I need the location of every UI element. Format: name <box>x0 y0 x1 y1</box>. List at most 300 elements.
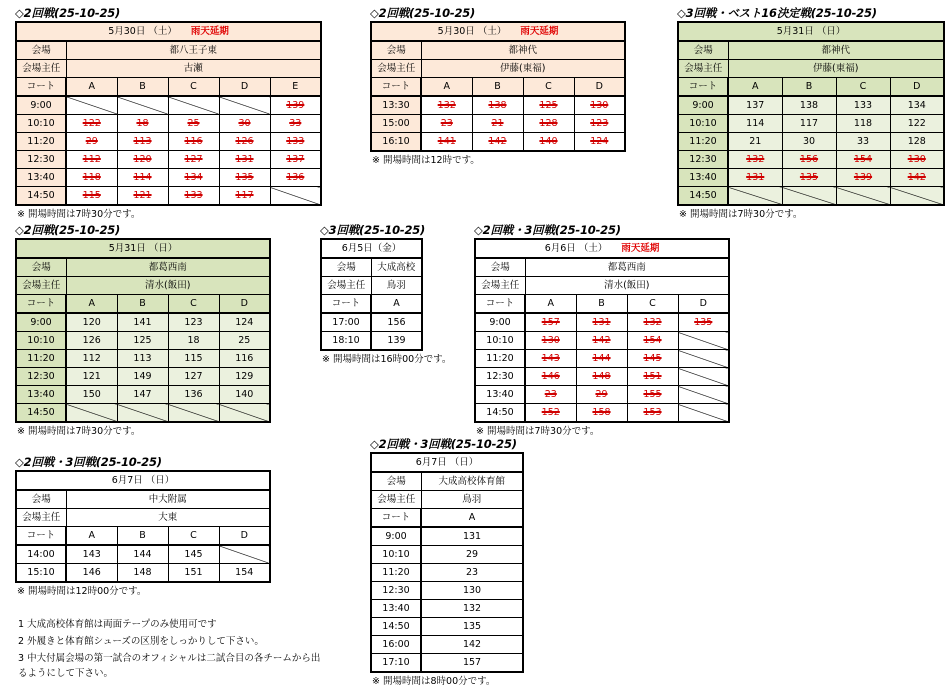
match-number-text: 146 <box>82 567 101 578</box>
venue-row <box>475 258 729 277</box>
venue-name: 都八王子東 <box>66 41 321 60</box>
opening-time-note: ※ 開場時間は7時30分です。 <box>17 209 141 220</box>
empty-slot <box>66 404 117 423</box>
match-time: 10:10 <box>678 115 728 133</box>
schedule-block <box>370 437 524 687</box>
empty-slot <box>678 386 729 404</box>
match-time: 13:40 <box>16 169 66 187</box>
match-number <box>168 564 219 583</box>
match-row <box>371 527 523 546</box>
court-header-row <box>16 295 270 314</box>
venue-name: 都葛西南 <box>525 258 729 277</box>
empty-slot <box>219 404 270 423</box>
match-number <box>836 133 890 151</box>
match-number-text: 121 <box>82 371 101 382</box>
schedule-block <box>15 223 271 437</box>
match-number-text: 141 <box>437 136 456 147</box>
match-number <box>574 96 625 115</box>
match-number <box>117 133 168 151</box>
match-time: 17:10 <box>371 654 421 673</box>
match-number-text: 122 <box>82 118 101 129</box>
match-number <box>627 404 678 423</box>
match-row <box>678 115 944 133</box>
match-number-text: 133 <box>286 136 305 147</box>
venue-row <box>371 472 523 491</box>
chief-label: 会場主任 <box>371 491 421 509</box>
match-number <box>627 386 678 404</box>
match-time: 13:40 <box>371 600 421 618</box>
match-number <box>421 133 472 152</box>
match-number-text: 134 <box>184 172 203 183</box>
match-row <box>678 187 944 206</box>
match-date: 6月7日 （日） <box>415 457 479 468</box>
match-number-text: 144 <box>592 353 611 364</box>
match-number <box>421 654 523 673</box>
court-label: コート <box>16 295 66 314</box>
venue-label: 会場 <box>321 258 371 277</box>
match-number <box>168 386 219 404</box>
match-time: 11:20 <box>16 350 66 368</box>
match-row <box>475 404 729 423</box>
empty-slot <box>678 404 729 423</box>
match-time: 16:00 <box>371 636 421 654</box>
match-number <box>421 564 523 582</box>
chief-name: 大東 <box>66 509 270 527</box>
match-row <box>371 618 523 636</box>
match-row <box>678 96 944 115</box>
venue-name: 都葛西南 <box>66 258 270 277</box>
date-cell <box>321 239 422 258</box>
date-cell <box>16 239 270 258</box>
match-number <box>117 368 168 386</box>
match-number-text: 130 <box>462 585 482 596</box>
empty-slot <box>219 545 270 564</box>
match-time: 13:30 <box>371 96 421 115</box>
match-number-text: 114 <box>133 172 152 183</box>
match-number-text: 152 <box>541 407 560 418</box>
match-number-text: 116 <box>235 353 254 364</box>
match-number-text: 132 <box>643 317 662 328</box>
court-name: B <box>782 78 836 97</box>
date-row <box>16 22 321 41</box>
match-number <box>117 332 168 350</box>
venue-label: 会場 <box>678 41 728 60</box>
court-header-row <box>371 78 625 97</box>
match-number <box>168 115 219 133</box>
match-row <box>16 313 270 332</box>
empty-slot <box>117 404 168 423</box>
chief-name: 古瀬 <box>66 60 321 78</box>
opening-time-note: ※ 開場時間は7時30分です。 <box>476 426 600 437</box>
match-number-text: 130 <box>541 335 560 346</box>
match-row <box>678 133 944 151</box>
match-time: 17:00 <box>321 313 371 332</box>
court-header-row <box>371 509 523 528</box>
match-time: 9:00 <box>371 527 421 546</box>
match-number <box>782 169 836 187</box>
match-number <box>371 332 422 351</box>
schedule-table <box>474 238 730 423</box>
match-row <box>371 654 523 673</box>
court-header-row <box>16 78 321 97</box>
match-number-text: 25 <box>238 335 251 346</box>
chief-name: 伊藤(東福) <box>728 60 944 78</box>
match-number-text: 115 <box>184 353 203 364</box>
match-time: 14:50 <box>678 187 728 206</box>
match-date: 6月5日（金） <box>341 243 402 254</box>
match-number <box>576 332 627 350</box>
match-time: 9:00 <box>475 313 525 332</box>
venue-label: 会場 <box>371 41 421 60</box>
date-row <box>321 239 422 258</box>
match-number <box>168 368 219 386</box>
schedule-table <box>15 470 271 583</box>
match-number <box>576 350 627 368</box>
match-number <box>525 368 576 386</box>
court-name: A <box>421 78 472 97</box>
match-number-text: 154 <box>853 154 873 165</box>
match-number-text: 116 <box>184 136 203 147</box>
match-row <box>16 187 321 206</box>
court-label: コート <box>16 78 66 97</box>
match-number-text: 118 <box>82 172 101 183</box>
match-number-text: 125 <box>539 100 558 111</box>
court-name: B <box>117 78 168 97</box>
match-number-text: 23 <box>440 118 453 129</box>
match-number-text: 131 <box>462 531 482 542</box>
match-number <box>627 332 678 350</box>
match-time: 14:50 <box>371 618 421 636</box>
match-date: 6月7日 （日） <box>111 475 175 486</box>
match-number <box>836 169 890 187</box>
match-number <box>421 96 472 115</box>
match-number-text: 21 <box>749 136 762 147</box>
match-row <box>371 582 523 600</box>
match-number-text: 30 <box>238 118 251 129</box>
match-row <box>371 600 523 618</box>
match-row <box>16 169 321 187</box>
match-time: 10:10 <box>371 546 421 564</box>
match-number <box>117 564 168 583</box>
match-number <box>421 582 523 600</box>
empty-slot <box>890 187 944 206</box>
empty-slot <box>678 368 729 386</box>
date-row <box>371 453 523 472</box>
match-number-text: 128 <box>539 118 558 129</box>
match-number-text: 157 <box>541 317 560 328</box>
date-row <box>371 22 625 41</box>
match-number-text: 127 <box>184 371 203 382</box>
match-row <box>475 386 729 404</box>
match-number <box>576 313 627 332</box>
court-name: C <box>523 78 574 97</box>
match-number <box>525 332 576 350</box>
venue-row <box>678 41 944 60</box>
chief-label: 会場主任 <box>321 277 371 295</box>
match-number <box>270 96 321 115</box>
court-label: コート <box>371 78 421 97</box>
match-time: 12:30 <box>475 368 525 386</box>
match-number <box>525 404 576 423</box>
match-number <box>576 386 627 404</box>
match-number-text: 155 <box>643 389 662 400</box>
match-row <box>321 313 422 332</box>
match-row <box>16 96 321 115</box>
match-row <box>16 368 270 386</box>
match-number-text: 112 <box>82 353 101 364</box>
match-number <box>219 133 270 151</box>
match-number-text: 143 <box>541 353 560 364</box>
match-row <box>371 546 523 564</box>
match-time: 11:20 <box>16 133 66 151</box>
empty-slot <box>728 187 782 206</box>
chief-row <box>16 60 321 78</box>
schedule-title: ◇2回戦・3回戦(25-10-25) <box>370 437 517 451</box>
date-row <box>16 471 270 490</box>
match-number <box>782 96 836 115</box>
match-row <box>678 151 944 169</box>
match-number <box>66 187 117 206</box>
match-number-text: 139 <box>286 100 305 111</box>
court-name: A <box>66 527 117 546</box>
match-time: 11:20 <box>475 350 525 368</box>
match-number <box>421 527 523 546</box>
match-time: 14:50 <box>16 187 66 206</box>
match-row <box>16 350 270 368</box>
match-number-text: 146 <box>541 371 560 382</box>
match-number-text: 130 <box>907 154 926 165</box>
chief-name: 清水(飯田) <box>525 277 729 295</box>
match-time: 14:50 <box>475 404 525 423</box>
chief-row <box>475 277 729 295</box>
match-number-text: 132 <box>462 603 482 614</box>
match-number <box>270 169 321 187</box>
match-number <box>219 169 270 187</box>
match-time: 11:20 <box>678 133 728 151</box>
court-label: コート <box>16 527 66 546</box>
footnote-item: 1 大成高校体育館は両面テープのみ使用可です <box>18 619 217 630</box>
chief-row <box>371 491 523 509</box>
date-cell <box>16 471 270 490</box>
match-number-text: 150 <box>82 389 101 400</box>
match-number <box>219 386 270 404</box>
match-number-text: 21 <box>491 118 504 129</box>
venue-name: 中大附属 <box>66 490 270 509</box>
match-row <box>16 133 321 151</box>
match-number-text: 115 <box>82 190 101 201</box>
chief-row <box>321 277 422 295</box>
match-number-text: 153 <box>643 407 662 418</box>
match-number-text: 142 <box>592 335 611 346</box>
match-time: 10:10 <box>16 115 66 133</box>
match-number-text: 118 <box>853 118 873 129</box>
match-number <box>219 187 270 206</box>
court-name: A <box>728 78 782 97</box>
match-row <box>371 636 523 654</box>
match-number <box>117 115 168 133</box>
footnotes <box>18 617 328 683</box>
match-number <box>523 96 574 115</box>
match-number <box>168 187 219 206</box>
schedule-block <box>474 223 730 437</box>
match-number-text: 117 <box>235 190 254 201</box>
match-number <box>117 350 168 368</box>
match-number <box>66 115 117 133</box>
court-label: コート <box>371 509 421 528</box>
match-number <box>421 546 523 564</box>
schedule-table <box>370 21 626 152</box>
match-time: 12:30 <box>16 368 66 386</box>
match-number <box>66 313 117 332</box>
match-number <box>728 151 782 169</box>
schedule-table <box>370 452 524 673</box>
match-number <box>219 564 270 583</box>
match-number <box>168 169 219 187</box>
match-number <box>782 115 836 133</box>
match-date: 5月31日 （日） <box>776 26 846 37</box>
rain-postponed-label: 雨天延期 <box>190 26 229 37</box>
match-number <box>168 313 219 332</box>
schedule-table <box>15 21 322 206</box>
court-name: E <box>270 78 321 97</box>
match-number <box>219 368 270 386</box>
date-cell <box>16 22 321 41</box>
court-label: コート <box>678 78 728 97</box>
match-number-text: 151 <box>643 371 662 382</box>
chief-name: 鳥羽 <box>371 277 422 295</box>
footnote-item: 2 外履きと体育館シューズの区別をしっかりして下さい。 <box>18 636 264 647</box>
court-name: C <box>627 295 678 314</box>
match-number-text: 156 <box>387 317 406 328</box>
court-name: A <box>66 295 117 314</box>
match-date: 5月30日 （土） <box>108 26 177 37</box>
match-number <box>523 133 574 152</box>
match-number-text: 131 <box>746 172 765 183</box>
match-number-text: 148 <box>133 567 152 578</box>
match-number <box>66 169 117 187</box>
empty-slot <box>782 187 836 206</box>
date-cell <box>371 453 523 472</box>
match-number <box>117 313 168 332</box>
match-number <box>421 636 523 654</box>
match-row <box>371 564 523 582</box>
empty-slot <box>270 187 321 206</box>
match-number <box>117 545 168 564</box>
match-number-text: 25 <box>187 118 200 129</box>
match-number <box>66 564 117 583</box>
match-number-text: 117 <box>799 118 819 129</box>
empty-slot <box>168 96 219 115</box>
match-number <box>836 151 890 169</box>
match-number <box>728 115 782 133</box>
match-number <box>627 368 678 386</box>
match-number <box>576 404 627 423</box>
match-number <box>576 368 627 386</box>
schedule-table <box>320 238 423 351</box>
date-row <box>475 239 729 258</box>
match-number <box>421 618 523 636</box>
match-number-text: 29 <box>595 389 608 400</box>
match-number <box>890 96 944 115</box>
match-number <box>836 115 890 133</box>
empty-slot <box>117 96 168 115</box>
match-date: 6月6日 （土） <box>544 243 608 254</box>
chief-label: 会場主任 <box>475 277 525 295</box>
match-time: 11:20 <box>371 564 421 582</box>
match-number-text: 120 <box>133 154 152 165</box>
rain-postponed-label: 雨天延期 <box>621 243 660 254</box>
court-name: D <box>890 78 944 97</box>
chief-row <box>16 277 270 295</box>
match-number-text: 123 <box>590 118 609 129</box>
match-number-text: 140 <box>235 389 254 400</box>
match-number <box>219 115 270 133</box>
match-number <box>219 151 270 169</box>
match-number-text: 143 <box>82 549 101 560</box>
match-number-text: 138 <box>488 100 507 111</box>
venue-label: 会場 <box>371 472 421 491</box>
venue-label: 会場 <box>16 41 66 60</box>
match-time: 9:00 <box>16 96 66 115</box>
match-number-text: 136 <box>286 172 305 183</box>
match-number <box>627 313 678 332</box>
match-number <box>525 350 576 368</box>
chief-name: 清水(飯田) <box>66 277 270 295</box>
match-number <box>117 151 168 169</box>
match-number <box>270 133 321 151</box>
schedule-title: ◇2回戦・3回戦(25-10-25) <box>474 223 621 237</box>
empty-slot <box>219 96 270 115</box>
match-number-text: 145 <box>643 353 662 364</box>
venue-name: 大成高校体育館 <box>421 472 523 491</box>
match-number <box>782 133 836 151</box>
match-number <box>168 332 219 350</box>
match-number <box>574 115 625 133</box>
match-number <box>66 151 117 169</box>
match-number <box>168 350 219 368</box>
schedule-block <box>370 6 626 166</box>
match-number-text: 122 <box>907 118 926 129</box>
match-number <box>421 600 523 618</box>
match-number-text: 132 <box>437 100 456 111</box>
match-number <box>371 313 422 332</box>
court-name: D <box>678 295 729 314</box>
court-name: A <box>66 78 117 97</box>
match-number-text: 142 <box>462 639 482 650</box>
match-number <box>66 368 117 386</box>
court-name: A <box>421 509 523 528</box>
court-header-row <box>678 78 944 97</box>
venue-row <box>16 490 270 509</box>
match-number-text: 124 <box>235 317 254 328</box>
match-row <box>475 332 729 350</box>
match-number-text: 113 <box>133 353 152 364</box>
chief-row <box>678 60 944 78</box>
match-number-text: 29 <box>85 136 98 147</box>
match-row <box>475 368 729 386</box>
schedule-table <box>15 238 271 423</box>
court-name: A <box>525 295 576 314</box>
match-time: 12:30 <box>678 151 728 169</box>
match-number-text: 133 <box>853 100 873 111</box>
match-number <box>219 332 270 350</box>
date-row <box>16 239 270 258</box>
match-number <box>728 96 782 115</box>
match-number-text: 141 <box>133 317 152 328</box>
match-row <box>16 564 270 583</box>
date-cell <box>678 22 944 41</box>
empty-slot <box>168 404 219 423</box>
